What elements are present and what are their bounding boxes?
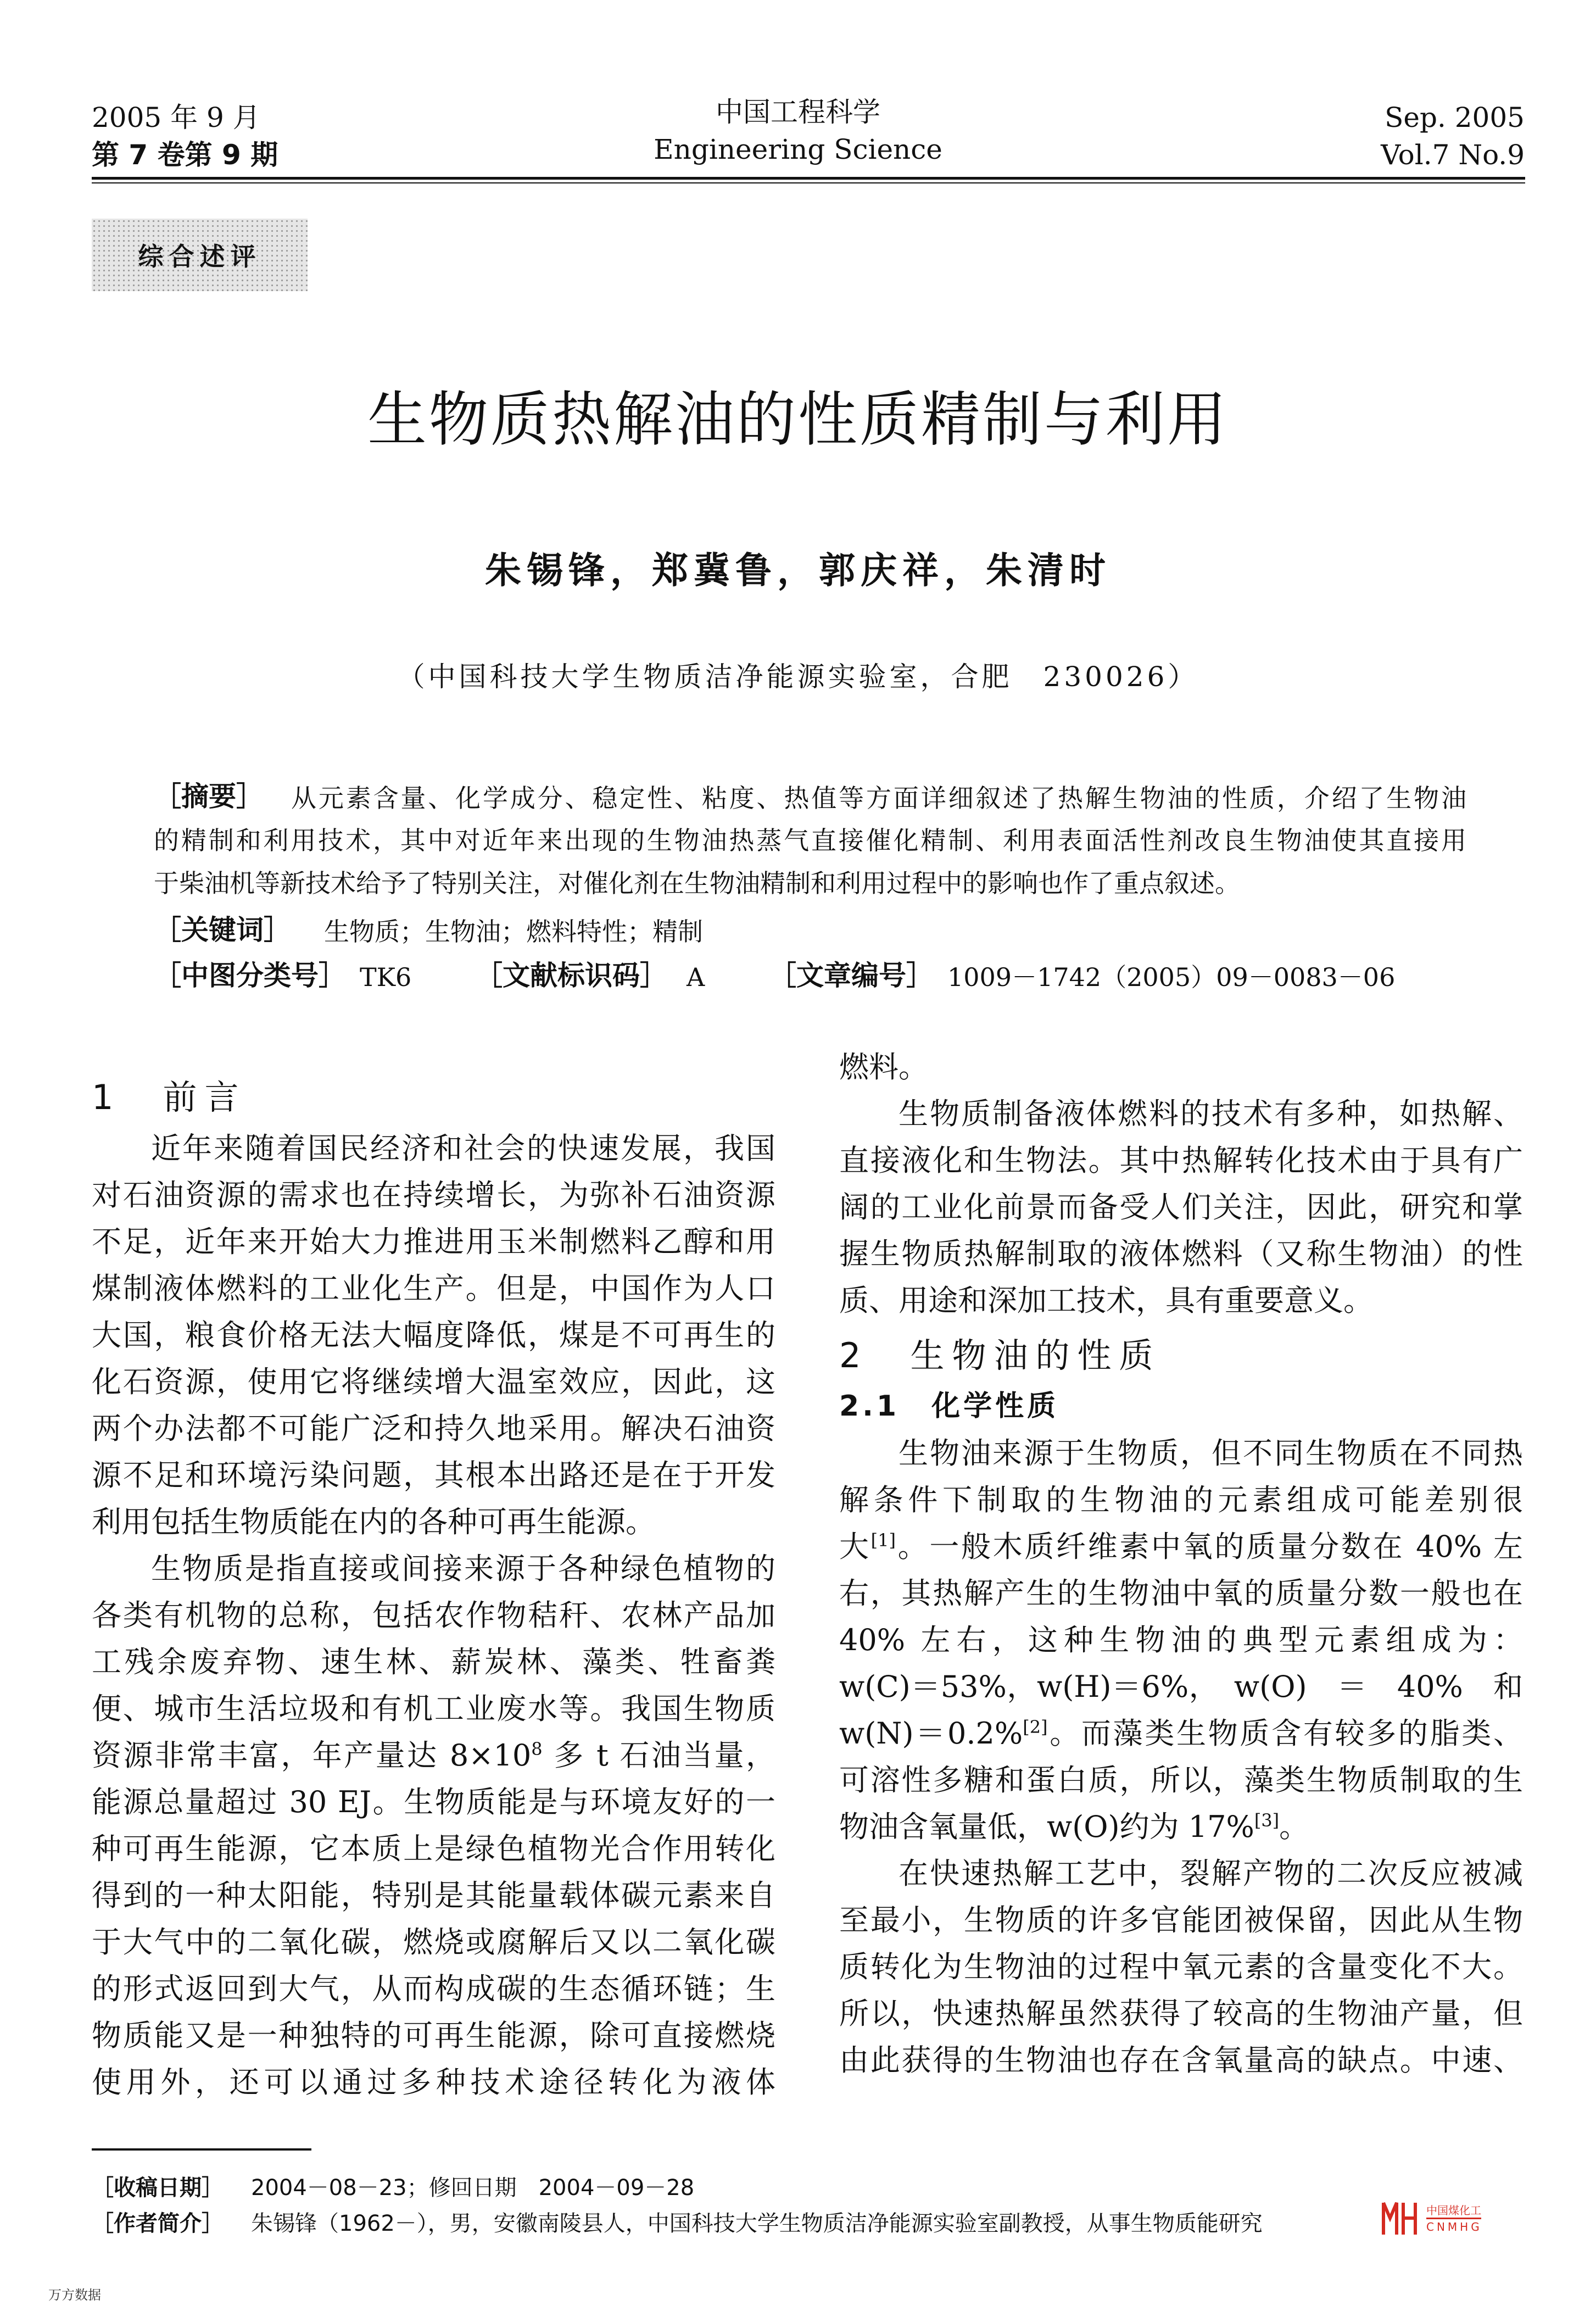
paragraph-line: 能源总量超过 30 EJ。生物质能是与环境友好的一 [92, 1785, 775, 1819]
paragraph-line: 种可再生能源，它本质上是绿色植物光合作用转化 [92, 1831, 775, 1866]
paragraph-line: 质、用途和深加工技术，具有重要意义。 [839, 1283, 1373, 1318]
author-bio-value: 朱锡锋（1962－），男，安徽南陵县人，中国科技大学生物质洁净能源实验室副教授，从事生物质能研究 [251, 2211, 1263, 2236]
paragraph-line: 生物质是指直接或间接来源于各种绿色植物的 [151, 1551, 775, 1586]
received-date [92, 2173, 694, 2203]
paragraph [92, 1545, 775, 2106]
paragraph-line: 使用外，还可以通过多种技术途径转化为液体 [92, 2065, 775, 2099]
article-id-label: ［文章编号］ [769, 960, 934, 992]
paragraph-line: 源不足和环境污染问题，其根本出路还是在于开发 [92, 1458, 775, 1492]
watermark: 万方数据 [48, 2287, 101, 2303]
cnmhg-logo-mark-icon [1381, 2202, 1431, 2236]
text-segment: 。 [1279, 1809, 1309, 1844]
section-heading: 1 前言 [92, 1077, 247, 1117]
issue-volume-en: Vol.7 No.9 [1381, 139, 1525, 171]
paragraph-line: 解条件下制取的生物油的元素组成可能差别很 [839, 1483, 1523, 1517]
paragraph [92, 1125, 775, 1545]
header-rule-thick [92, 177, 1525, 180]
header-rule-thin [92, 182, 1525, 183]
paragraph-line: 的形式返回到大气，从而构成碳的生态循环链；生 [92, 1971, 775, 2006]
paragraph-line [839, 1710, 1523, 1757]
paragraph-line: 握生物质热解制取的液体燃料（又称生物油）的性 [839, 1236, 1523, 1271]
paragraph-line [92, 1732, 775, 1779]
abstract-line: 于柴油机等新技术给予了特别关注，对催化剂在生物油精制和利用过程中的影响也作了重点叙述。 [154, 868, 1240, 898]
abstract-line: 从元素含量、化学成分、稳定性、粘度、热值等方面详细叙述了热解生物油的性质，介绍了生物油 [291, 783, 1466, 813]
paragraph-line: 便、城市生活垃圾和有机工业废水等。我国生物质 [92, 1691, 775, 1726]
text-segment: 。而藻类生物质含有较多的脂类、 [1047, 1716, 1524, 1751]
text-segment: 。一般木质纤维素中氧的质量分数在 40% 左 [896, 1529, 1523, 1564]
paragraph-line: 生物油来源于生物质，但不同生物质在不同热 [899, 1436, 1523, 1471]
subsection-heading: 2.1 化学性质 [839, 1390, 1059, 1423]
paragraph-line: 燃料。 [839, 1050, 928, 1084]
journal-name [0, 93, 1596, 168]
doc-code-label: ［文献标识码］ [475, 960, 667, 992]
paragraph-line: 化石资源，使用它将继续增大温室效应，因此，这 [92, 1364, 775, 1399]
article-id-value: 1009－1742（2005）09－0083－06 [947, 962, 1396, 992]
keywords-value: 生物质；生物油；燃料特性；精制 [324, 917, 703, 946]
citation-superscript: 8 [531, 1739, 543, 1759]
citation-superscript: [3] [1254, 1810, 1280, 1831]
paragraph-line: 得到的一种太阳能，特别是其能量载体碳元素来自 [92, 1878, 775, 1913]
left-column [92, 1066, 775, 2106]
author-bio-label: ［作者简介］ [92, 2211, 224, 2236]
citation-superscript: [1] [870, 1530, 896, 1551]
paragraph-line: 工残余废弃物、速生林、薪炭林、藻类、牲畜粪 [92, 1645, 775, 1679]
issue-volume: 第 7 卷第 9 期 [92, 139, 278, 171]
paragraph-line: 煤制液体燃料的工业化生产。但是，中国作为人口 [92, 1271, 775, 1306]
clc-value: TK6 [360, 962, 412, 992]
paragraph-line: 40% 左右，这种生物油的典型元素组成为： [839, 1623, 1523, 1657]
logo-text-en: CNMHG [1426, 2220, 1482, 2233]
received-value: 2004－08－23；修回日期 2004－09－28 [251, 2175, 695, 2201]
cnmhg-logo [1381, 2202, 1491, 2235]
paragraph-line: 生物质制备液体燃料的技术有多种，如热解、 [899, 1096, 1523, 1131]
issue-date-en [1381, 99, 1525, 174]
paragraph-line [839, 1803, 1523, 1850]
paragraph-line: 由此获得的生物油也存在含氧量高的缺点。中速、 [839, 2043, 1523, 2077]
paragraph-line: 利用包括生物质能在内的各种可再生能源。 [92, 1505, 655, 1539]
article-title: 生物质热解油的性质精制与利用 [367, 386, 1229, 454]
paragraph [839, 1090, 1523, 1324]
paragraph-line: 各类有机物的总称，包括农作物秸秆、农林产品加 [92, 1598, 775, 1633]
paragraph-line: 对石油资源的需求也在持续增长，为弥补石油资源 [92, 1178, 775, 1212]
text-segment: 大 [839, 1529, 871, 1564]
keywords-label: ［关键词］ [154, 914, 291, 946]
paragraph-line: 于大气中的二氧化碳，燃烧或腐解后又以二氧化碳 [92, 1925, 775, 1959]
paragraph-line: 在快速热解工艺中，裂解产物的二次反应被减 [899, 1856, 1523, 1891]
text-segment: w(N)＝0.2% [839, 1716, 1023, 1751]
journal-name-en: Engineering Science [654, 133, 942, 165]
logo-text-cn: 中国煤化工 [1426, 2202, 1481, 2219]
paragraph-line: 质转化为生物油的过程中氧元素的含量变化不大。 [839, 1949, 1523, 1984]
text-segment: 多 t 石油当量， [542, 1738, 776, 1773]
paragraph [839, 1850, 1523, 2084]
authors: 朱锡锋，郑冀鲁，郭庆祥，朱清时 [485, 549, 1111, 592]
text-segment: 物油含氧量低，w(O)约为 17% [839, 1809, 1254, 1844]
author-bio [92, 2208, 1263, 2239]
issue-month-en: Sep. 2005 [1385, 102, 1525, 133]
footnote-rule [92, 2148, 311, 2151]
paragraph-line: 右，其热解产生的生物油中氧的质量分数一般也在 [839, 1576, 1523, 1611]
journal-name-cn: 中国工程科学 [716, 96, 880, 128]
paragraph-line: 所以，快速热解虽然获得了较高的生物油产量，但 [839, 1996, 1523, 2031]
abstract-label: ［摘要］ [154, 781, 264, 812]
section-label: 综合述评 [92, 219, 308, 291]
paragraph-line: 可溶性多糖和蛋白质，所以，藻类生物质制取的生 [839, 1763, 1523, 1797]
citation-superscript: [2] [1023, 1717, 1048, 1737]
received-label: ［收稿日期］ [92, 2175, 224, 2201]
paragraph-line: 阔的工业化前景而备受人们关注，因此，研究和掌 [839, 1190, 1523, 1224]
paragraph-line: 物质能又是一种独特的可再生能源，除可直接燃烧 [92, 2018, 775, 2053]
paragraph-line: 近年来随着国民经济和社会的快速发展，我国 [151, 1131, 775, 1166]
paragraph-line: 直接液化和生物法。其中热解转化技术由于具有广 [839, 1143, 1523, 1178]
paragraph [839, 1430, 1523, 1850]
abstract-line: 的精制和利用技术，其中对近年来出现的生物油热蒸气直接催化精制、利用表面活性剂改良生物油使其直接用 [154, 826, 1466, 855]
paragraph-line: w(C)＝53%，w(H)＝6%， w(O) ＝ 40% 和 [839, 1669, 1523, 1704]
paragraph-line: 至最小，生物质的许多官能团被保留，因此从生物 [839, 1903, 1523, 1937]
text-segment: 资源非常丰富，年产量达 8×10 [92, 1738, 532, 1773]
paragraph-line [839, 1523, 1523, 1570]
affiliation: （中国科技大学生物质洁净能源实验室，合肥 230026） [397, 661, 1199, 693]
issue-month: 2005 年 9 月 [92, 102, 260, 133]
paragraph-line: 大国，粮食价格无法大幅度降低，煤是不可再生的 [92, 1318, 775, 1352]
paragraph [839, 1044, 1523, 1090]
clc-label: ［中图分类号］ [154, 960, 346, 992]
section-heading: 2 生物油的性质 [839, 1335, 1161, 1375]
doc-code-value: A [687, 962, 705, 992]
paragraph-line: 不足，近年来开始大力推进用玉米制燃料乙醇和用 [92, 1224, 775, 1259]
paragraph-line: 两个办法都不可能广泛和持久地采用。解决石油资 [92, 1411, 775, 1446]
right-column [839, 1044, 1523, 2084]
